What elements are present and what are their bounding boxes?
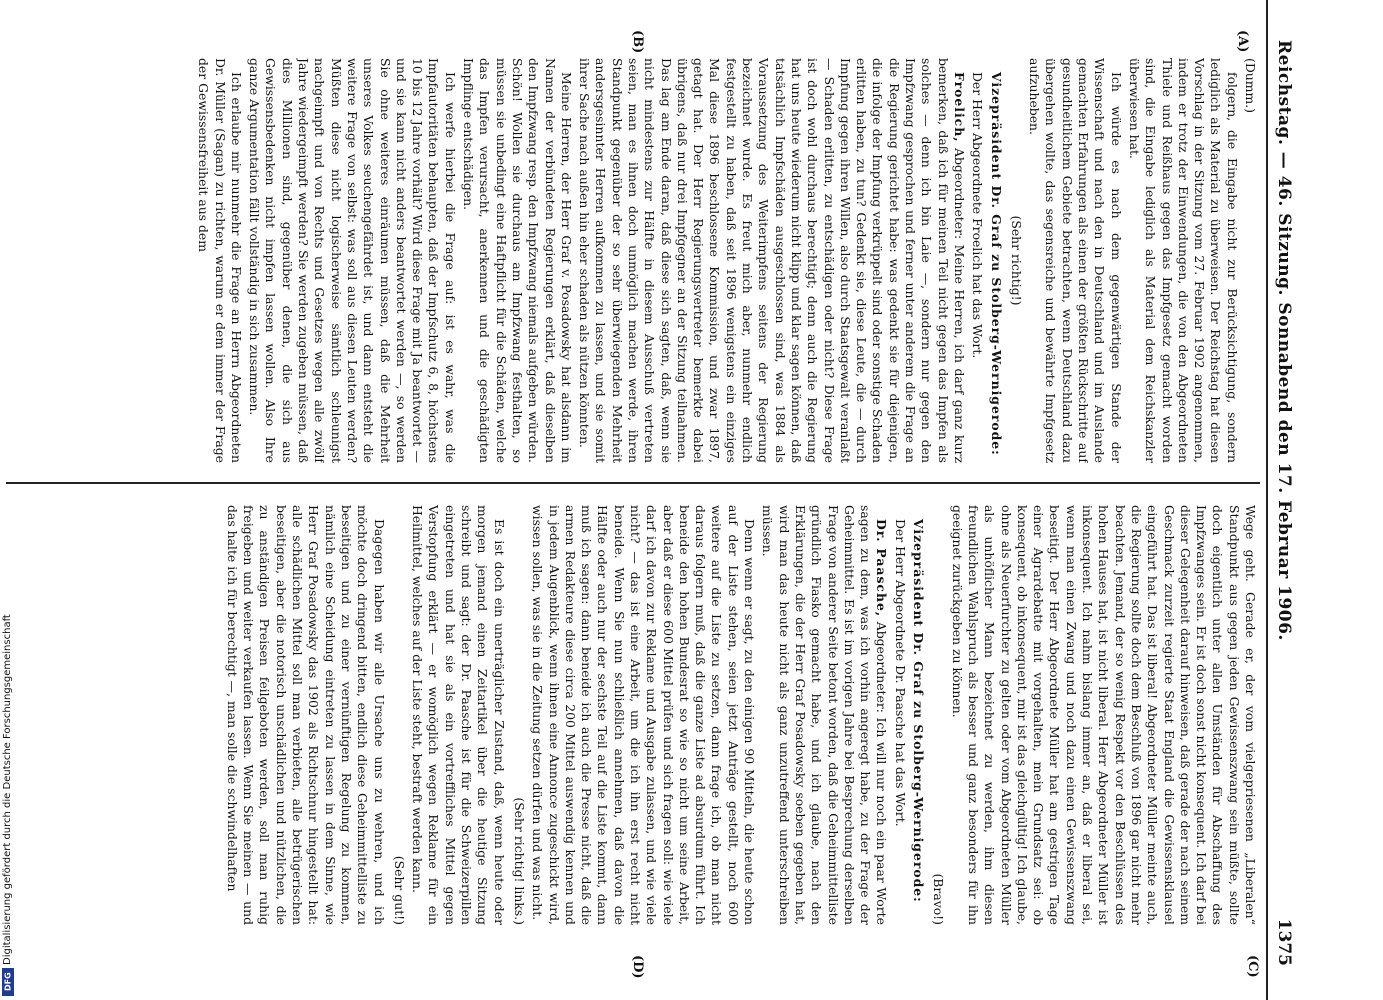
paragraph: Meine Herren, der Herr Graf v. Posadowsky hat alsdann im Namen der verbündeten Regierungen erklärt, daß dieselben den Impfzwang resp. den Impfzwang niemals aufgeben würden. Schön! Wollen sie durchaus am Impfzwang festhalten, so müssen sie unbedingt eine Haftpflicht für die Schäden, welche das Impfen verursacht, anerkennen und die geschädigten Impflinge entschädigen. xyxy=(461,58,574,463)
page-number: 1375 xyxy=(1274,918,1294,966)
interjection: (Bravo!) xyxy=(931,873,947,925)
speech-text: Abgeordneter: Meine Herren, ich darf ganz kurz bemerken, daß ich für meinen Teil nicht gegen das Impfen als solches — denn ich bin Laie —, sondern nur gegen den Impfzwang gesprochen und ferner unter anderem die Frage an die Regierung gerichtet habe: was gedenkt sie für diejenigen, die infolge der Impfung verkrüppelt sind oder sonstige Schaden erlitten haben, zu tun? Gedenkt sie, diese Leute, die — durch Impfung gegen ihren Willen, also durch Staatsgewalt veranlaßt — Schaden erlitten, zu entschädigen oder nicht? Diese Frage ist doch wohl durchaus berechtigt; denn auch die Regierung hat uns heute wiederum nicht klipp und klar sagen können, daß tatsächlich Impfschäden ausgeschlossen sind, was 1884 als Voraussetzung des Weiterimpfens seitens der Regierung bezeichnet wurde. Es freut mich aber, nunmehr endlich festgestellt zu haben, daß seit 1896 wenigstens ein einziges Mal diese 1896 beschlossene Kommission, und zwar 1897, getagt hat. Der Herr Regierungsvertreter bemerkte dabei übrigens, daß nur drei Impfgegner an der Sitzung teilnahmen. Das lag am Ende daran, daß diese sich sagten, daß, wenn sie nicht mindestens zur Hälfte in diesem Ausschuß vertreten seien, man es ihnen doch unmöglich machen werde, ihren Standpunkt gegenüber der so sehr überwiegenden Mehrheit andersgesinnter Herren aufkommen zu lassen, und sie somit ihrer Sache nach außen hin eher schaden als nützen könnten. xyxy=(577,58,967,463)
speaker-name: Froelich, xyxy=(951,72,967,143)
paragraph: Der Herr Abgeordnete Froelich hat das Wort. xyxy=(970,72,986,359)
margin-marker-c: (C) xyxy=(1245,955,1260,978)
speaker-name: Dr. Paasche, xyxy=(874,519,890,618)
interjection: (Sehr richtig! links.) xyxy=(511,797,527,925)
right-column xyxy=(0,505,1258,925)
paragraph: Ich erlaube mir nunmehr die Frage an Herrn Abgeordneten Dr. Müller (Sagan) zu richten, warum er dem immer der Frage der Gewissensfreiheit aus dem xyxy=(196,58,244,463)
left-column xyxy=(0,58,1258,463)
paragraph: Der Herr Abgeordnete Dr. Paasche hat das Wort. xyxy=(892,519,908,827)
paragraph: Es ist doch ein unerträglicher Zustand, daß, wenn heute oder morgen jemand einen Zeitartikel über die heutige Sitzung schreibt und sagt: der Dr. Paasche ist für die Schweizerpillen eingetreten und hat sie als ein vortreffliches Mittel gegen Verstopfung erklärt — er womöglich wegen Reklame für ein Heilmittel, welches auf der Liste steht, bestraft werden kann. xyxy=(410,505,507,925)
digitization-credit: Digitalisierung gefördert durch die Deutsche Forschungsgemeinschaft xyxy=(2,614,13,965)
chair-speaker: Vizepräsident Dr. Graf zu Stolberg-Wernigerode: xyxy=(911,519,927,903)
margin-marker-b: (B) xyxy=(630,30,645,54)
speech-text: Abgeordneter: Ich will nur noch ein paar Worte sagen zu dem, was ich vorhin angeregt habe, zu der Frage der Geheimmittel. Es ist im vorigen Jahre bei Besprechung derselben Frage von anderer Seite betont worden, daß die Geheimmittelliste gründlich Fiasko gemacht habe, und ich glaube, nach den Erklärungen, die der Herr Graf Posadowsky soeben gegeben hat, wird man das heute nicht als ganz unzutreffend unterschreiben müssen. xyxy=(760,505,890,925)
column-divider xyxy=(6,482,1260,484)
paragraph: Ich werfe hierbei die Frage auf: ist es wahr, was die Impfautoritäten behaupten, daß der Impfschutz 6, 8, höchstens 10 bis 12 Jahre vorhält? Wird diese Frage mit Ja beantwortet — und sie kann nicht anders beantwortet werden —, so werden Sie ohne weiteres einräumen müssen, daß die Mehrheit unseres Volkes seuchengefährdet ist, und dann entsteht die weitere Frage von selbst: was soll aus diesen Leuten werden? Müßten diese nicht logischerweise sämtlich schleunigst nachgeimpft und von Rechts und Gesetzes wegen alle zwölf Jahre wiedergeimpft werden? Sie werden zugeben müssen, daß dies Millionen sind, gegenüber denen, die sich aus Gewissensbedenken nicht impfen lassen wollen. Also Ihre ganze Argumentation fällt vollständig in sich zusammen. xyxy=(247,58,458,463)
paragraph: Ich würde es nach dem gegenwärtigen Stande der Wissenschaft und nach den in Deutschland und im Auslande gemachten Erfahrungen als einen der größten Rückschritte auf gesundheitlichem Gebiete betrachten, wenn Deutschland dazu übergehen wollte, das segensreiche und bewährte Impfgesetz aufzuheben. xyxy=(1027,58,1124,463)
paragraph: Denn wenn er sagt, zu den einigen 90 Mitteln, die heute schon auf der Liste stehen, seien jetzt Anträge gestellt, noch 600 weitere auf die Liste zu setzen, dann frage ich, ob man nicht daraus folgern muß, daß die ganze Liste ad absurdum führt. Ich beneide den hohen Bundesrat so wie so nicht um seine Arbeit, aber daß er diese 600 Mittel prüfen und sich fragen soll: wie viele darf ich davon zur Reklame und Ausgabe zulassen, und wie viele nicht? — das ist eine Arbeit, um die ich ihn erst recht nicht beneide. Wenn Sie nun schließlich annehmen, daß davon die Hälfte oder auch nur der sechste Teil auf die Liste kommt, dann muß ich sagen: dann beneide ich auch die Presse nicht, daß die armen Redakteure diese circa 200 Mittel auswendig kennen und in jedem Augenblick, wenn ihnen eine Annonce zugeschickt wird, wissen sollen, was sie in die Zeitung setzen dürfen und was nicht. xyxy=(530,505,758,925)
page-header xyxy=(1266,0,1300,1000)
margin-marker-d: (D) xyxy=(630,955,645,979)
paragraph: Dagegen haben wir alle Ursache uns zu wehren, und ich möchte doch dringend bitten, endlich diese Geheimmittelliste zu beseitigen und zu einer vernünftigen Regelung zu kommen, nämlich eine Scheidung eintreten zu lassen in dem Sinne, wie Herr Graf Posadowsky das 1902 als Richtschnur hingestellt hat: alle schädlichen Mittel soll man verbieten, alle betrügerischen beseitigen, aber die notorisch unschädlichen und nützlichen, die zu anständigen Preisen feilgeboten werden, soll man ruhig freigeben und weiter verkaufen lassen. Wenn Sie meinen — und das halte ich für berechtigt —, man solle die schwindelhaften xyxy=(224,505,387,925)
interjection: (Sehr gut!) xyxy=(391,855,407,925)
paragraph: folgern, die Eingabe nicht zur Berücksichtigung, sondern lediglich als Material zu überweisen. Der Reichstag hat diesen Vorschlag in der Sitzung vom 27. Februar 1902 angenommen, indem er trotz der Einwendungen, die von den Abgeordneten Thiele und Reißhaus gegen das Impfgesetz gemacht worden sind, die Eingabe lediglich als Material dem Reichskanzler überwiesen hat. xyxy=(1126,58,1240,463)
paragraph: Wege geht. Gerade er, der vom vielgepriesenen „Liberalen“ Standpunkt aus gegen jeden Gewissenszwang sein müßte, sollte doch eigentlich unter allen Umständen für Abschaffung des Impfzwanges sein. Er ist doch sonst nicht konsequent. Ich darf bei dieser Gelegenheit darauf hinweisen, daß gerade der nach seinem Geschmack zurzeit regierte Staat England die Gewissensklausel eingeführt hat. Das ist liberal! Abgeordneter Müller meinte auch, die Regierung sollte doch dem Beschluß von 1896 gar nicht mehr beachten. Jemand, der so wenig Respekt vor den Beschlüssen des hohen Hauses hat, ist nicht liberal. Herr Abgeordneter Müller ist inkonsequent. Ich nahm bislang immer an, daß er liberal sei, wenn man einen Zwang und noch dazu einen Gewissenszwang beseitigt. Der Herr Abgeordnete Müller hat am gestrigen Tage einer Agrardebatte mit vorgehalten, mein Grundsatz sei: ob konsequent, ob inkonsequent, mir ist das gleichgültig! Ich glaube, ohne als Neuerfurchter zu gelten oder vom Abgeordneten Müller als unhöflicher Mann bezeichnet zu werden, ihm diesen freundlichen Wahlspruch als besser und ganz besonders für ihn geeignet zurückgeben zu können. xyxy=(949,505,1258,925)
column-speaker-label: (Dumm.) xyxy=(1243,58,1258,114)
margin-marker-a: (A) xyxy=(1235,30,1250,53)
chair-speaker: Vizepräsident Dr. Graf zu Stolberg-Wernigerode: xyxy=(988,72,1004,456)
page-title: Reichstag. — 46. Sitzung. Sonnabend den 17. Februar 1906. xyxy=(1274,40,1294,641)
dfg-logo: DFG xyxy=(2,968,14,996)
interjection: (Sehr richtig!) xyxy=(1008,215,1024,306)
